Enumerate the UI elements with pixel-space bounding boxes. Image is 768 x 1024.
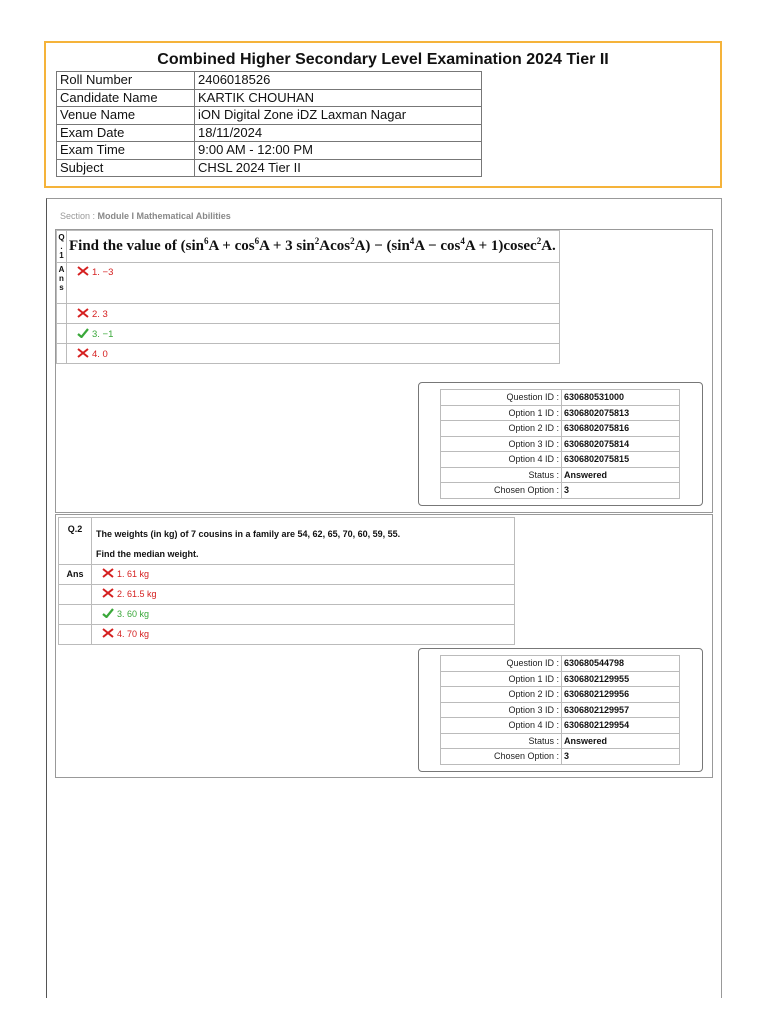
info-key: Option 2 ID : [441,421,562,437]
exam-header-box [44,41,722,188]
status-value: Answered [562,733,680,749]
option-4 [67,344,560,364]
option-4 [92,625,515,645]
option-3 [92,605,515,625]
cross-icon [77,266,89,276]
ans-label-vertical: A n s [58,265,65,292]
blank-cell [57,304,67,324]
question-info-box-1 [418,382,703,506]
exam-title: Combined Higher Secondary Level Examination 2024 Tier II [157,51,609,68]
question-number-label: Q.2 [59,518,92,565]
option-text: 3. 60 kg [117,609,150,619]
candidate-info-table [56,71,482,177]
option-4-id-value: 6306802129954 [562,718,680,734]
info-label: Exam Date [57,124,195,142]
question-panel-2 [55,514,713,778]
info-row-name [57,89,482,107]
info-key: Option 4 ID : [441,452,562,468]
info-key: Question ID : [441,656,562,672]
info-row-venue [57,107,482,125]
option-2-id-value: 6306802075816 [562,421,680,437]
cross-icon [102,588,114,598]
option-text: 2. 61.5 kg [117,589,157,599]
roll-number-value: 2406018526 [195,72,482,90]
question-info-table [440,655,680,765]
chosen-option-value: 3 [562,749,680,765]
status-value: Answered [562,467,680,483]
info-row-subject [57,159,482,177]
question-table-1 [56,230,560,364]
question-text-line-1: The weights (in kg) of 7 cousins in a family are 54, 62, 65, 70, 60, 59, 55. [96,529,401,539]
blank-cell [59,625,92,645]
blank-cell [59,605,92,625]
question-text [92,518,515,565]
info-key: Chosen Option : [441,483,562,499]
cross-icon [102,568,114,578]
info-label: Roll Number [57,72,195,90]
option-1-id-value: 6306802075813 [562,405,680,421]
option-2 [67,304,560,324]
subject-value: CHSL 2024 Tier II [195,159,482,177]
check-icon [102,608,114,618]
info-key: Option 2 ID : [441,687,562,703]
info-row-date [57,124,482,142]
info-key: Status : [441,733,562,749]
question-text-line-2: Find the median weight. [96,549,199,559]
info-key: Option 1 ID : [441,671,562,687]
info-key: Option 1 ID : [441,405,562,421]
question-id-value: 630680544798 [562,656,680,672]
venue-name-value: iON Digital Zone iDZ Laxman Nagar [195,107,482,125]
option-3-id-value: 6306802075814 [562,436,680,452]
check-icon [77,328,89,338]
option-text: 2. 3 [92,309,108,320]
option-text: 4. 70 kg [117,629,150,639]
section-prefix: Section : [60,211,98,221]
candidate-name-value: KARTIK CHOUHAN [195,89,482,107]
question-id-value: 630680531000 [562,390,680,406]
option-3 [67,324,560,344]
info-key: Question ID : [441,390,562,406]
info-key: Option 4 ID : [441,718,562,734]
option-1-id-value: 6306802129955 [562,671,680,687]
question-math-text: Find the value of ($\sin^6A + \cos^6A + 3$ $\sin^2Acos^2A) - (\sin^4A - \cos^4A + 1)cosec^2A$. [67,231,560,263]
exam-time-value: 9:00 AM - 12:00 PM [195,142,482,160]
option-text: 4. 0 [92,349,108,360]
info-label: Venue Name [57,107,195,125]
chosen-option-value: 3 [562,483,680,499]
info-key: Option 3 ID : [441,702,562,718]
blank-cell [57,324,67,344]
info-label: Exam Time [57,142,195,160]
info-label: Candidate Name [57,89,195,107]
cross-icon [77,348,89,358]
option-text: 1. 61 kg [117,569,150,579]
option-4-id-value: 6306802075815 [562,452,680,468]
answer-label: Ans [59,565,92,585]
option-1 [67,263,560,304]
cross-icon [77,308,89,318]
question-number-label [57,231,67,263]
question-info-box-2 [418,648,703,772]
blank-cell [59,585,92,605]
info-key: Status : [441,467,562,483]
blank-cell [57,344,67,364]
q-label-vertical: Q . 1 [58,233,65,260]
option-1 [92,565,515,585]
exam-date-value: 18/11/2024 [195,124,482,142]
info-label: Subject [57,159,195,177]
info-row-time [57,142,482,160]
option-2-id-value: 6306802129956 [562,687,680,703]
question-panel-1 [55,229,713,513]
question-info-table [440,389,680,499]
cross-icon [102,628,114,638]
option-text: 3. −1 [92,329,114,340]
answer-label [57,263,67,304]
question-table-2 [58,517,515,645]
section-name: Module I Mathematical Abilities [97,211,231,221]
option-3-id-value: 6306802129957 [562,702,680,718]
option-text: 1. −3 [92,267,114,278]
info-row-roll [57,72,482,90]
info-key: Chosen Option : [441,749,562,765]
info-key: Option 3 ID : [441,436,562,452]
option-2 [92,585,515,605]
section-label [60,211,231,221]
